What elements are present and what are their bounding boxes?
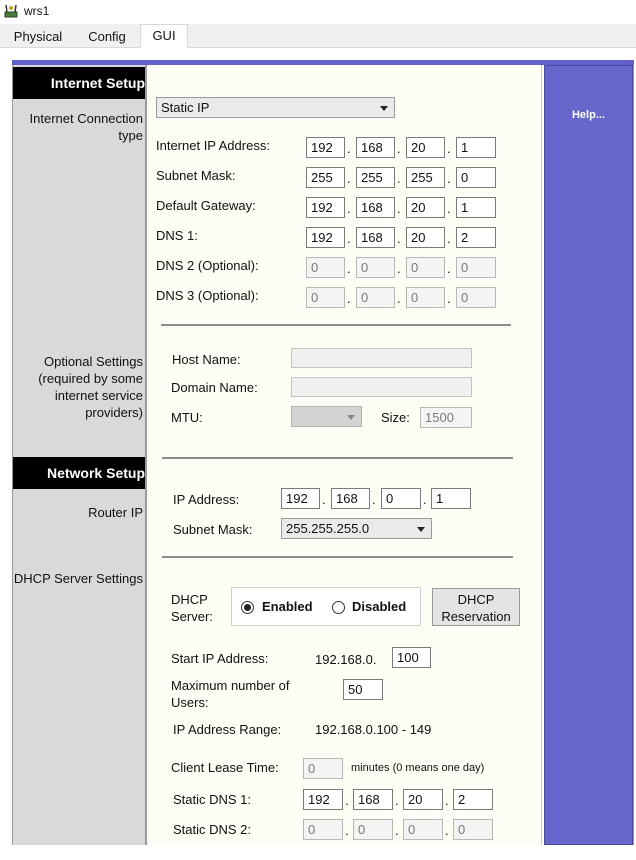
connection-type-value: Static IP — [161, 100, 210, 115]
router-app-icon — [3, 3, 19, 19]
static-dns2-octet-1[interactable]: 0 — [303, 819, 343, 840]
dns1-label: DNS 1: — [156, 228, 198, 243]
size-label: Size: — [381, 410, 410, 425]
octet-separator: . — [397, 201, 401, 216]
subnet-mask-octet-3[interactable]: 255 — [406, 167, 445, 188]
section-divider — [162, 457, 513, 459]
dns3-octet-4[interactable]: 0 — [456, 287, 496, 308]
octet-separator: . — [447, 231, 451, 246]
octet-separator: . — [347, 201, 351, 216]
network-setup-header: Network Setup — [13, 457, 145, 489]
static-dns2-octet-2[interactable]: 0 — [353, 819, 393, 840]
default-gateway-label: Default Gateway: — [156, 198, 256, 213]
dns3-octet-2[interactable]: 0 — [356, 287, 395, 308]
tab-config[interactable]: Config — [88, 29, 126, 44]
gateway-octet-3[interactable]: 20 — [406, 197, 445, 218]
help-column — [544, 65, 633, 845]
router-ip-address-label: IP Address: — [173, 492, 240, 507]
gateway-octet-2[interactable]: 168 — [356, 197, 395, 218]
router-ip-octet-3[interactable]: 0 — [381, 488, 421, 509]
dns2-octet-2[interactable]: 0 — [356, 257, 395, 278]
dns1-octet-1[interactable]: 192 — [306, 227, 345, 248]
chevron-down-icon — [380, 106, 388, 111]
router-ip-octet-4[interactable]: 1 — [431, 488, 471, 509]
octet-separator: . — [397, 261, 401, 276]
connection-type-label: Internet Connection type — [29, 111, 143, 143]
start-ip-input[interactable]: 100 — [392, 647, 431, 668]
internet-ip-octet-3[interactable]: 20 — [406, 137, 445, 158]
dhcp-enabled-label[interactable]: Enabled — [262, 599, 313, 614]
static-dns1-octet-2[interactable]: 168 — [353, 789, 393, 810]
optional-settings-label: Optional Settings (required by some internet service providers) — [38, 354, 143, 420]
dns1-octet-4[interactable]: 2 — [456, 227, 496, 248]
octet-separator: . — [347, 141, 351, 156]
subnet-mask-label: Subnet Mask: — [156, 168, 236, 183]
help-link[interactable]: Help... — [571, 109, 605, 121]
dns2-label: DNS 2 (Optional): — [156, 258, 259, 273]
static-dns2-label: Static DNS 2: — [173, 822, 252, 837]
section-divider — [162, 556, 513, 558]
start-ip-prefix: 192.168.0. — [315, 652, 377, 667]
bottom-margin — [12, 845, 634, 860]
octet-separator: . — [345, 793, 349, 808]
dhcp-server-settings-label: DHCP Server Settings — [13, 571, 143, 586]
window-title: wrs1 — [24, 4, 50, 18]
dns3-label: DNS 3 (Optional): — [156, 288, 259, 303]
left-label-column — [13, 65, 145, 845]
dns2-octet-4[interactable]: 0 — [456, 257, 496, 278]
octet-separator: . — [447, 141, 451, 156]
chevron-down-icon — [417, 527, 425, 532]
octet-separator: . — [445, 823, 449, 838]
dhcp-server-label: DHCP Server: — [171, 592, 213, 624]
octet-separator: . — [447, 171, 451, 186]
router-ip-octet-2[interactable]: 168 — [331, 488, 370, 509]
octet-separator: . — [423, 492, 427, 507]
octet-separator: . — [347, 171, 351, 186]
gateway-octet-4[interactable]: 1 — [456, 197, 496, 218]
tab-physical[interactable]: Physical — [13, 29, 63, 44]
octet-separator: . — [447, 261, 451, 276]
dns3-octet-3[interactable]: 0 — [406, 287, 445, 308]
dhcp-reservation-button[interactable]: DHCP Reservation — [432, 588, 520, 626]
octet-separator: . — [445, 793, 449, 808]
lease-time-label: Client Lease Time: — [171, 760, 279, 775]
dhcp-disabled-radio[interactable] — [332, 601, 345, 614]
octet-separator: . — [372, 492, 376, 507]
octet-separator: . — [447, 291, 451, 306]
subnet-mask-octet-4[interactable]: 0 — [456, 167, 496, 188]
router-subnet-mask-value: 255.255.255.0 — [286, 521, 370, 536]
host-name-label: Host Name: — [172, 352, 241, 367]
column-divider — [145, 65, 147, 845]
dns2-octet-1[interactable]: 0 — [306, 257, 345, 278]
router-ip-octet-1[interactable]: 192 — [281, 488, 320, 509]
router-subnet-mask-label: Subnet Mask: — [173, 522, 253, 537]
static-dns2-octet-4[interactable]: 0 — [453, 819, 493, 840]
max-users-input[interactable]: 50 — [343, 679, 383, 700]
gateway-octet-1[interactable]: 192 — [306, 197, 345, 218]
title-bar — [0, 0, 636, 24]
octet-separator: . — [347, 231, 351, 246]
tab-gui[interactable]: GUI — [140, 24, 188, 49]
internet-ip-octet-1[interactable]: 192 — [306, 137, 345, 158]
octet-separator: . — [397, 171, 401, 186]
start-ip-label: Start IP Address: — [171, 651, 269, 666]
ip-range-value: 192.168.0.100 - 149 — [315, 722, 432, 737]
octet-separator: . — [397, 141, 401, 156]
octet-separator: . — [345, 823, 349, 838]
static-dns1-octet-4[interactable]: 2 — [453, 789, 493, 810]
mtu-label: MTU: — [171, 410, 203, 425]
domain-name-input[interactable] — [291, 377, 472, 397]
mtu-select[interactable] — [291, 406, 362, 427]
dns1-octet-2[interactable]: 168 — [356, 227, 395, 248]
chevron-down-icon — [347, 415, 355, 420]
subnet-mask-octet-1[interactable]: 255 — [306, 167, 345, 188]
octet-separator: . — [395, 793, 399, 808]
dns1-octet-3[interactable]: 20 — [406, 227, 445, 248]
internet-setup-header: Internet Setup — [13, 67, 145, 99]
connection-type-select[interactable] — [156, 97, 395, 118]
section-divider — [161, 324, 511, 326]
octet-separator: . — [397, 231, 401, 246]
host-name-input[interactable] — [291, 348, 472, 368]
domain-name-label: Domain Name: — [171, 380, 258, 395]
router-subnet-mask-select[interactable] — [281, 518, 432, 539]
mtu-size-input[interactable]: 1500 — [420, 407, 472, 428]
static-dns1-octet-3[interactable]: 20 — [403, 789, 443, 810]
static-dns1-octet-1[interactable]: 192 — [303, 789, 343, 810]
internet-ip-label: Internet IP Address: — [156, 138, 270, 153]
top-accent-bar — [12, 60, 634, 65]
dhcp-enabled-radio[interactable] — [241, 601, 254, 614]
static-dns1-label: Static DNS 1: — [173, 792, 252, 807]
static-dns2-octet-3[interactable]: 0 — [403, 819, 443, 840]
octet-separator: . — [397, 291, 401, 306]
max-users-label: Maximum number of Users: — [171, 678, 290, 710]
octet-separator: . — [322, 492, 326, 507]
dns2-octet-3[interactable]: 0 — [406, 257, 445, 278]
dns3-octet-1[interactable]: 0 — [306, 287, 345, 308]
lease-time-input[interactable]: 0 — [303, 758, 343, 779]
octet-separator: . — [347, 291, 351, 306]
octet-separator: . — [395, 823, 399, 838]
dhcp-disabled-label[interactable]: Disabled — [352, 599, 407, 614]
internet-ip-octet-4[interactable]: 1 — [456, 137, 496, 158]
subnet-mask-octet-2[interactable]: 255 — [356, 167, 395, 188]
lease-time-note: minutes (0 means one day) — [351, 762, 485, 774]
octet-separator: . — [447, 201, 451, 216]
internet-ip-octet-2[interactable]: 168 — [356, 137, 395, 158]
router-ip-label: Router IP — [88, 505, 143, 520]
ip-range-label: IP Address Range: — [173, 722, 282, 737]
octet-separator: . — [347, 261, 351, 276]
